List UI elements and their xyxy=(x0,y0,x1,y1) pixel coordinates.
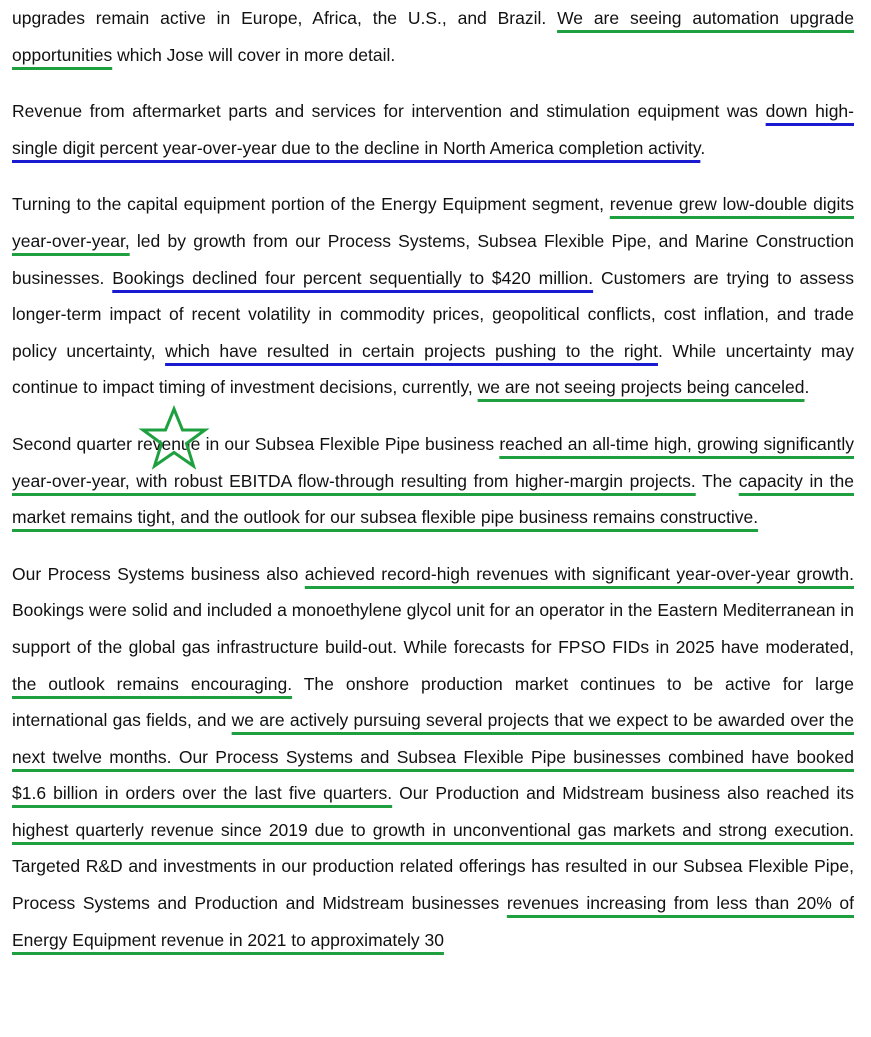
underlined-text-blue: down high-single digit percent year-over-year due to the decline in North America completion activity xyxy=(12,101,854,158)
underlined-text-green: highest quarterly revenue since 2019 due to growth in unconventional gas markets and strong execution. xyxy=(12,819,854,840)
paragraph-automation-upgrades xyxy=(12,0,854,73)
text-segment: The xyxy=(695,470,739,491)
text-segment: which Jose will cover in more detail. xyxy=(112,44,396,65)
document-body xyxy=(12,0,854,958)
underlined-text-blue: which have resulted in certain projects pushing to the right xyxy=(165,340,658,361)
paragraph-capital-equipment xyxy=(12,186,854,406)
text-segment: . xyxy=(700,137,706,158)
text-segment: Turning to the capital equipment portion of the Energy Equipment segment, xyxy=(12,194,610,215)
text-segment: upgrades remain active in Europe, Africa, the U.S., and Brazil. xyxy=(12,8,558,28)
text-segment: The onshore production market continues to be active for large international gas fields, and xyxy=(12,673,854,731)
text-segment: Revenue from aftermarket parts and services for intervention and stimulation equipment was xyxy=(12,101,766,122)
underlined-text-green: capacity in the market remains tight, and the outlook for our subsea flexible pipe business remains constructive. xyxy=(12,470,854,528)
underlined-text-green: we are not seeing projects being canceled xyxy=(477,377,805,398)
underlined-text-green: achieved record-high revenues with significant year-over-year growth. xyxy=(304,563,854,584)
text-segment: led by growth from our Process Systems, Subsea Flexible Pipe, and Marine Construction businesses. xyxy=(12,230,854,288)
text-segment: Second quarter revenue in our Subsea Flexible Pipe business xyxy=(12,433,500,454)
text-segment: Targeted R&D and investments in our production related offerings has resulted in our Subsea Flexible Pipe, Process Systems and Production and Midstream businesses xyxy=(12,856,854,914)
text-segment: Bookings were solid and included a monoethylene glycol unit for an operator in the Eastern Mediterranean in support of the global gas infrastructure build-out. While forecasts for FPSO FIDs in 2025 have moderated, xyxy=(12,600,854,657)
paragraph-aftermarket-revenue xyxy=(12,93,854,166)
text-segment: . xyxy=(804,377,810,398)
text-segment: Our Process Systems business also xyxy=(12,563,305,584)
underlined-text-blue: Bookings declined four percent sequentially to $420 million. xyxy=(112,267,594,288)
text-segment: Our Production and Midstream business also reached its xyxy=(392,783,855,804)
paragraph-process-systems xyxy=(12,556,854,959)
underlined-text-green: reached an all-time high, growing significantly year-over-year, with robust EBITDA flow-through resulting from higher-margin projects. xyxy=(12,433,854,491)
underlined-text-green: We are seeing automation upgrade opportunities xyxy=(12,8,854,65)
underlined-text-green: revenue grew low-double digits year-over-year, xyxy=(12,194,854,251)
underlined-text-green: we are actively pursuing several projects that we expect to be awarded over the next twelve months. Our Process Systems and Subsea Flexible Pipe businesses combined have booked $1.6 billion in orders over the last five quarters. xyxy=(12,710,854,804)
underlined-text-green: the outlook remains encouraging. xyxy=(12,673,293,694)
text-segment: Customers are trying to assess longer-term impact of recent volatility in commodity prices, geopolitical conflicts, cost inflation, and trade policy uncertainty, xyxy=(12,267,854,361)
text-segment: . While uncertainty may continue to impact timing of investment decisions, currently, xyxy=(12,340,854,398)
underlined-text-green: revenues increasing from less than 20% of Energy Equipment revenue in 2021 to approximately 30 xyxy=(12,893,855,950)
star-outline-icon xyxy=(138,405,210,471)
star-shape xyxy=(143,409,205,466)
